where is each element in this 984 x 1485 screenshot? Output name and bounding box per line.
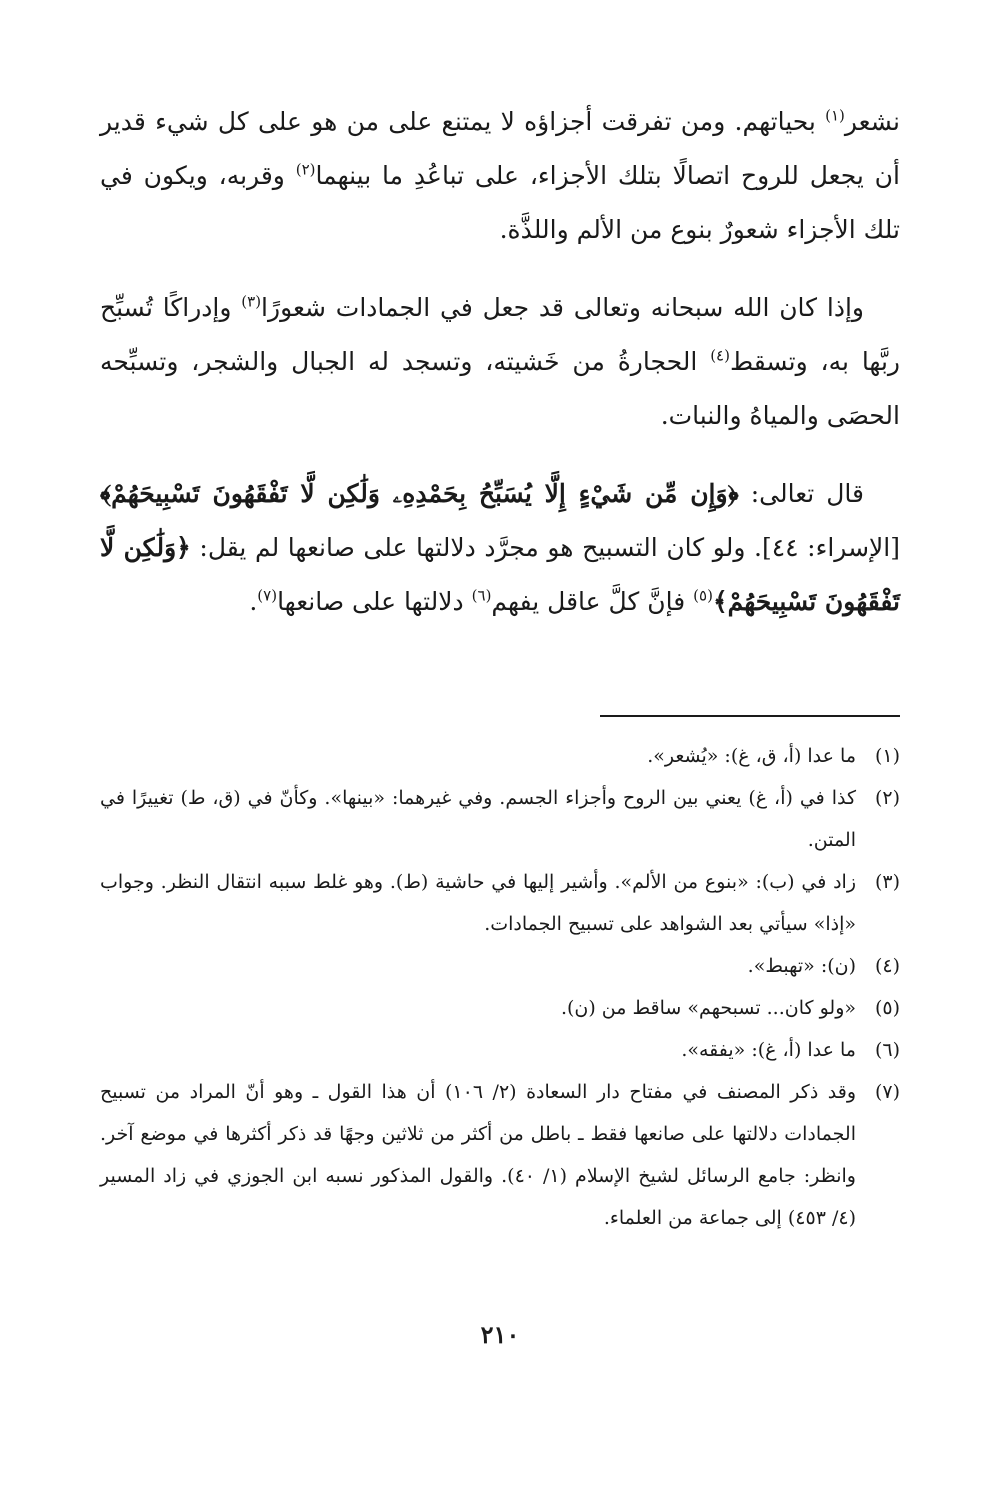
main-text (100, 95, 900, 629)
footnote-marker: (٧) (257, 586, 278, 605)
footnote (100, 1029, 900, 1071)
book-page (100, 95, 900, 1445)
footnote-marker: (٢) (295, 160, 316, 179)
footnote-marker: (٦) (471, 586, 492, 605)
footnote-number: (٢) (874, 787, 900, 809)
footnote-text: ما عدا (أ، غ): «يفقه». (681, 1039, 856, 1061)
footnote-separator (600, 715, 900, 717)
text-run: وقربه، ويكون في تلك الأجزاء شعورٌ بنوع من الألم واللذَّة. (100, 161, 900, 244)
footnote-number: (٦) (874, 1039, 900, 1061)
text-run: الحجارةُ من خَشيته، وتسجد له الجبال والشجر، وتسبِّحه الحصَى والمياهُ والنبات. (100, 347, 900, 430)
paragraph (100, 467, 900, 629)
footnote (100, 777, 900, 861)
text-run: نشعر (844, 107, 900, 136)
footnote-text: وقد ذكر المصنف في مفتاح دار السعادة (٢/ ١٠٦) أن هذا القول ـ وهو أنّ المراد من تسبيح الجمادات دلالتها على صانعها فقط ـ باطل من أكثر من ثلاثين وجهًا قد ذكر أكثرها في موضع آخر. وانظر: جامع الرسائل لشيخ الإسلام (١/ ٤٠). والقول المذكور نسبه ابن الجوزي في زاد المسير (٤/ ٤٥٣) إلى جماعة من العلماء. (100, 1081, 857, 1229)
footnote-text: «ولو كان... تسبحهم» ساقط من (ن). (560, 997, 856, 1019)
page-number: ٢١٠ (480, 1320, 520, 1349)
footnote-text: كذا في (أ، غ) يعني بين الروح وأجزاء الجسم. وفي غيرهما: «بينها». وكأنّ في (ق، ط) تغييرًا في المتن. (100, 787, 856, 851)
footnote-number: (٥) (874, 997, 900, 1019)
text-run: وإذا كان الله سبحانه وتعالى قد جعل في الجمادات شعورًا (261, 293, 864, 322)
footnote-number: (٣) (874, 871, 900, 893)
footnote-marker: (٥) (693, 586, 713, 605)
footnote-text: (ن): «تهبط». (747, 955, 856, 977)
text-run: وإدراكًا تُسبِّح ربَّها به، وتسقط (100, 293, 900, 376)
text-run: [الإسراء: ٤٤]. ولو كان التسبيح هو مجرَّد دلالتها على صانعها لم يقل: (190, 533, 900, 562)
text-run: . (249, 587, 258, 616)
text-run: بحياتهم. ومن تفرقت أجزاؤه لا يمتنع على من هو على كل شيء قدير أن يجعل للروح اتصالًا بتلك الأجزاء، على تباعُدِ ما بينهما (100, 107, 900, 190)
footnote-marker: (٣) (241, 292, 262, 311)
footnote-number: (٤) (874, 955, 900, 977)
footnote-number: (١) (874, 745, 900, 767)
footnote (100, 735, 900, 777)
quran-verse: ﴿وَإِن مِّن شَيْءٍ إِلَّا يُسَبِّحُ بِحَمْدِهِۦ وَلَٰكِن لَّا تَفْقَهُونَ تَسْبِيحَهُمْ﴾ (100, 479, 739, 508)
footnote-number: (٧) (874, 1081, 900, 1103)
paragraph (100, 95, 900, 257)
footnote-text: ما عدا (أ، ق، غ): «يُشعر». (647, 745, 856, 767)
footnotes (100, 735, 900, 1239)
footnote (100, 1071, 900, 1239)
footnote-text: زاد في (ب): «بنوع من الألم». وأشير إليها في حاشية (ط). وهو غلط سببه انتقال النظر. وجواب «إذا» سيأتي بعد الشواهد على تسبيح الجمادات. (100, 871, 856, 935)
text-run: قال تعالى: (738, 479, 865, 508)
paragraph (100, 281, 900, 443)
footnote (100, 861, 900, 945)
footnote-marker: (١) (825, 106, 845, 125)
quran-verse: ﴿وَلَٰكِن لَّا تَفْقَهُونَ تَسْبِيحَهُمْ﴾ (100, 533, 900, 616)
footnote-marker: (٤) (710, 346, 730, 365)
footnote (100, 945, 900, 987)
footnote (100, 987, 900, 1029)
text-run: فإنَّ كلَّ عاقل يفهم (491, 587, 694, 616)
text-run: دلالتها على صانعها (277, 587, 472, 616)
